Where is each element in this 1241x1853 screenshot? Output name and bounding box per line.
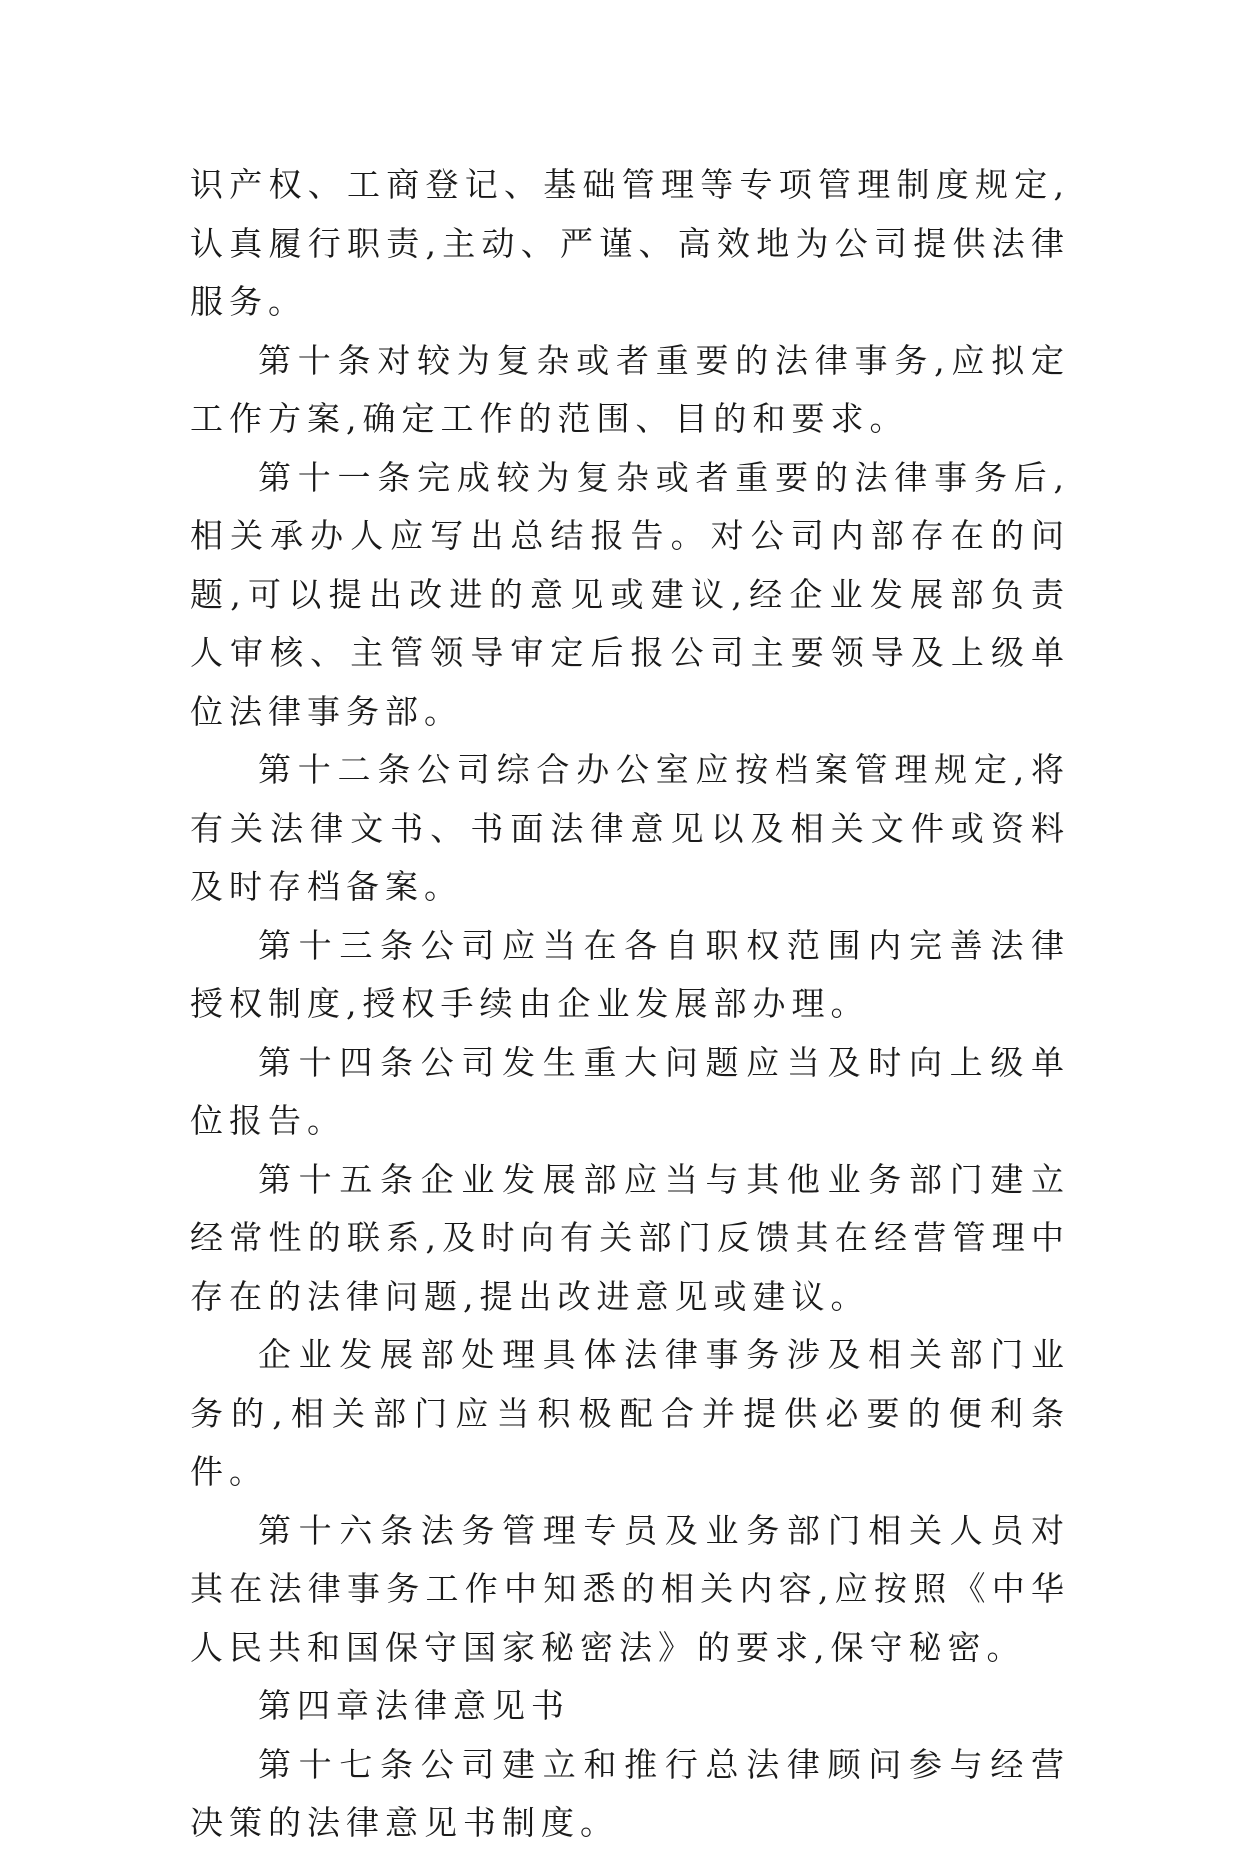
paragraph-article-10: 第十条对较为复杂或者重要的法律事务,应拟定工作方案,确定工作的范围、目的和要求。 — [190, 340, 1070, 438]
paragraph-article-15: 第十五条企业发展部应当与其他业务部门建立经常性的联系,及时向有关部门反馈其在经营管理中存在的法律问题,提出改进意见或建议。 — [190, 1159, 1070, 1316]
document-body — [190, 156, 1070, 1853]
paragraph-article-15-supplement: 企业发展部处理具体法律事务涉及相关部门业务的,相关部门应当积极配合并提供必要的便利条件。 — [190, 1335, 1070, 1491]
paragraph-continuation: 识产权、工商登记、基础管理等专项管理制度规定,认真履行职责,主动、严谨、高效地为公司提供法律服务。 — [190, 165, 1070, 321]
paragraph-article-13: 第十三条公司应当在各自职权范围内完善法律授权制度,授权手续由企业发展部办理。 — [190, 925, 1070, 1023]
paragraph-article-11: 第十一条完成较为复杂或者重要的法律事务后,相关承办人应写出总结报告。对公司内部存在的问题,可以提出改进的意见或建议,经企业发展部负责人审核、主管领导审定后报公司主要领导及上级单位法律事务部。 — [190, 457, 1070, 731]
paragraph-article-16: 第十六条法务管理专员及业务部门相关人员对其在法律事务工作中知悉的相关内容,应按照《中华人民共和国保守国家秘密法》的要求,保守秘密。 — [190, 1510, 1070, 1667]
paragraph-article-17: 第十七条公司建立和推行总法律顾问参与经营决策的法律意见书制度。 — [190, 1744, 1070, 1842]
paragraph-article-14: 第十四条公司发生重大问题应当及时向上级单位报告。 — [190, 1042, 1070, 1140]
paragraph-article-12: 第十二条公司综合办公室应按档案管理规定,将有关法律文书、书面法律意见以及相关文件或资料及时存档备案。 — [190, 750, 1070, 906]
chapter-heading: 第四章法律意见书 — [258, 1686, 570, 1725]
